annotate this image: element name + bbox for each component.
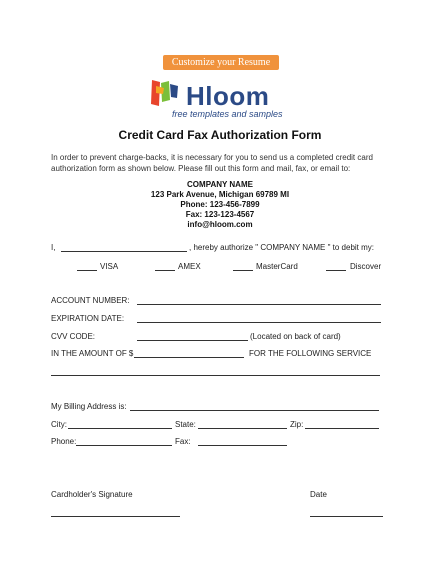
phone-field[interactable]	[76, 445, 172, 446]
intro-line-2: authorization form as shown below. Please fill out this form and mail, fax, or email to:	[51, 164, 351, 173]
zip-label: Zip:	[290, 420, 304, 429]
amex-label: AMEX	[178, 262, 201, 271]
customize-resume-button[interactable]: Customize your Resume	[163, 55, 279, 70]
cvv-note: (Located on back of card)	[250, 332, 341, 341]
city-label: City:	[51, 420, 67, 429]
discover-checkbox[interactable]	[326, 270, 346, 271]
billing-address-label: My Billing Address is:	[51, 402, 127, 411]
company-block	[0, 180, 440, 230]
date-label: Date	[310, 490, 327, 499]
form-title: Credit Card Fax Authorization Form	[118, 128, 322, 142]
account-number-field[interactable]	[137, 304, 381, 305]
intro-text	[51, 152, 396, 174]
signature-label: Cardholder's Signature	[51, 490, 133, 499]
visa-checkbox[interactable]	[77, 270, 97, 271]
mastercard-label: MasterCard	[256, 262, 298, 271]
phone-label: Phone:	[51, 437, 77, 446]
billing-address-field[interactable]	[130, 410, 379, 411]
company-fax: Fax: 123-123-4567	[185, 210, 255, 219]
tagline: free templates and samples	[172, 109, 283, 119]
fax-field[interactable]	[198, 445, 287, 446]
discover-label: Discover	[350, 262, 382, 271]
company-phone: Phone: 123-456-7899	[180, 200, 260, 209]
state-field[interactable]	[198, 428, 287, 429]
amex-checkbox[interactable]	[155, 270, 175, 271]
signature-field[interactable]	[51, 516, 180, 517]
account-number-label: ACCOUNT NUMBER:	[51, 296, 130, 305]
authorize-prefix: I,	[51, 243, 56, 252]
expiration-date-label: EXPIRATION DATE:	[51, 314, 125, 323]
state-label: State:	[175, 420, 196, 429]
cvv-code-label: CVV CODE:	[51, 332, 96, 341]
intro-line-1: In order to prevent charge-backs, it is necessary for you to send us a completed credit card	[51, 153, 373, 162]
date-field[interactable]	[310, 516, 383, 517]
cvv-code-field[interactable]	[137, 340, 248, 341]
company-address: 123 Park Avenue, Michigan 69789 MI	[150, 190, 290, 199]
company-email: info@hloom.com	[187, 220, 253, 229]
fax-label: Fax:	[175, 437, 191, 446]
mastercard-checkbox[interactable]	[233, 270, 253, 271]
company-name: COMPANY NAME	[187, 180, 253, 189]
zip-field[interactable]	[305, 428, 379, 429]
city-field[interactable]	[68, 428, 172, 429]
authorize-text: , hereby authorize " COMPANY NAME " to debit my:	[189, 243, 375, 252]
amount-label: IN THE AMOUNT OF $	[51, 349, 134, 358]
service-label: FOR THE FOLLOWING SERVICE	[249, 349, 372, 358]
hloom-logo-icon	[150, 78, 182, 108]
hloom-logo-text: Hloom	[186, 81, 270, 111]
service-field[interactable]	[51, 375, 380, 376]
cardholder-name-field[interactable]	[61, 251, 187, 252]
amount-field[interactable]	[134, 357, 244, 358]
visa-label: VISA	[100, 262, 119, 271]
expiration-date-field[interactable]	[137, 322, 381, 323]
